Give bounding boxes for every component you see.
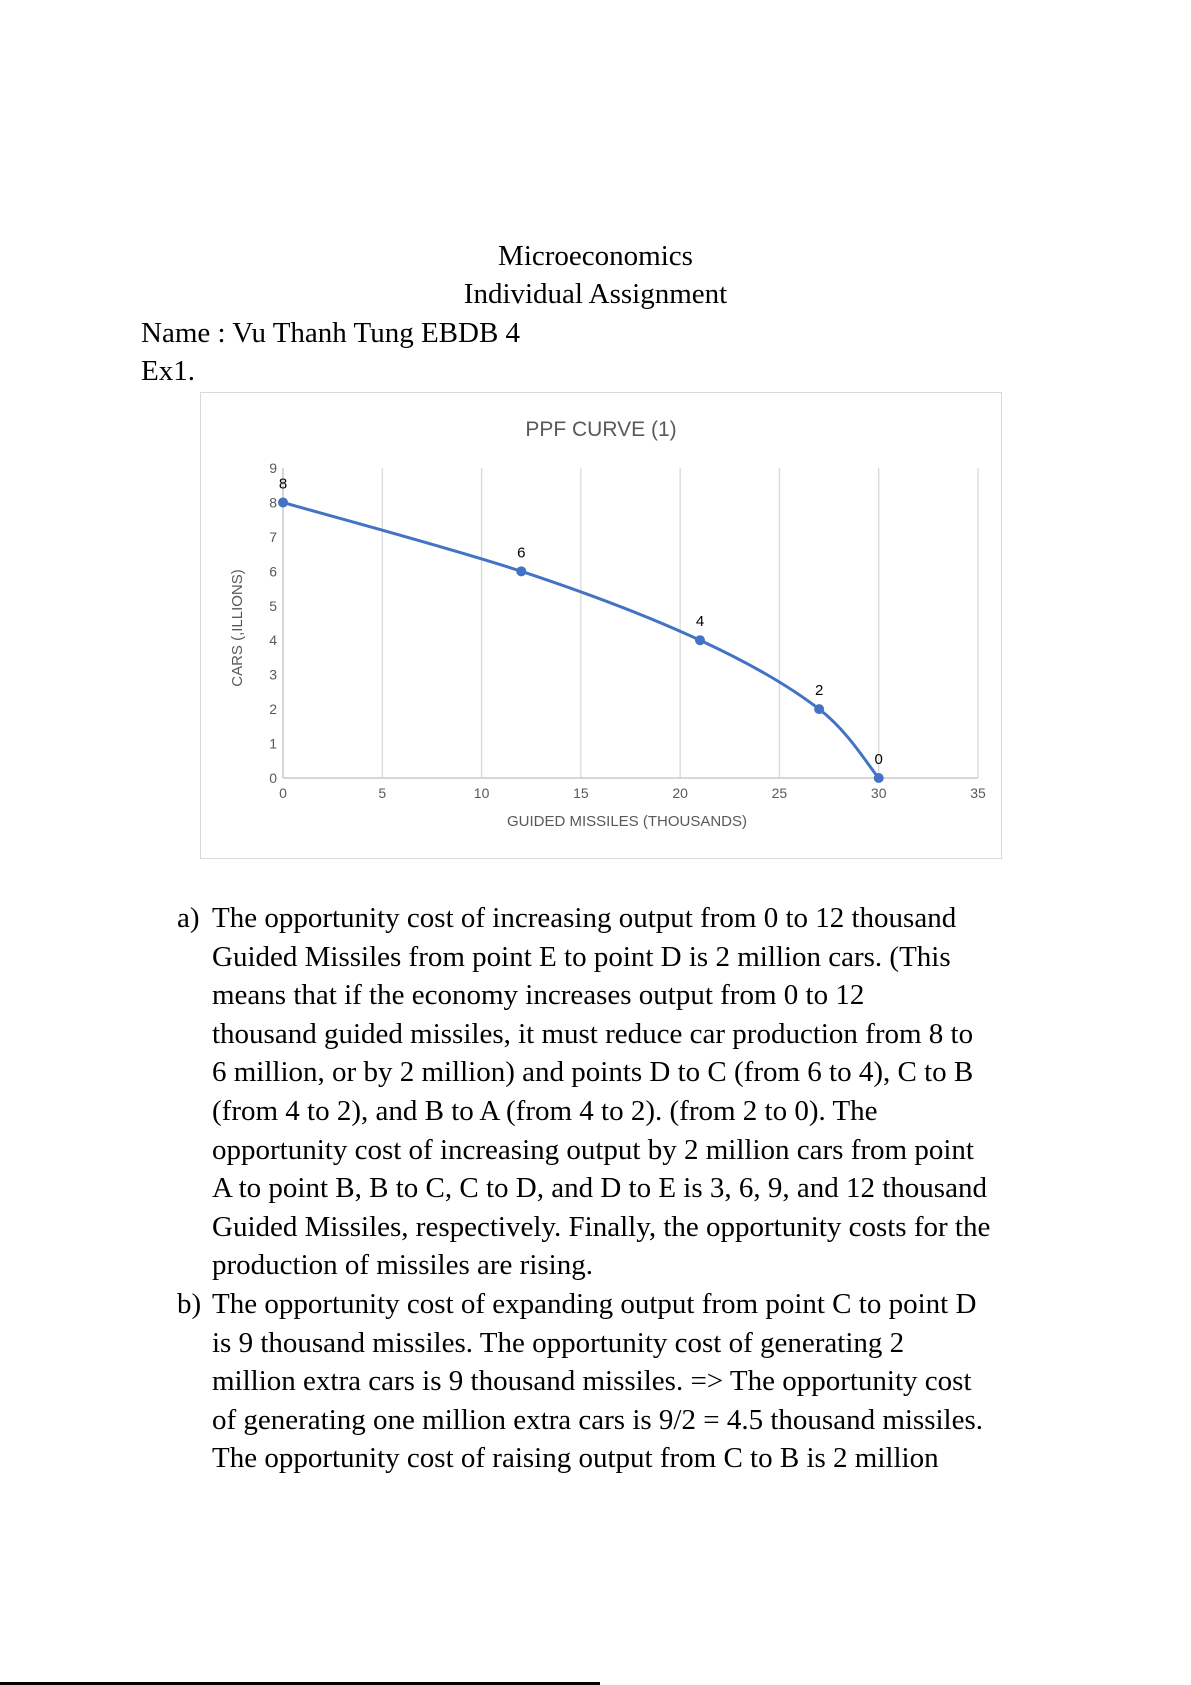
answer-text-line: (from 4 to 2), and B to A (from 4 to 2). (from 2 to 0). The (212, 1095, 878, 1127)
data-label: 6 (517, 544, 526, 562)
x-tick-label: 25 (771, 785, 788, 801)
answer-text-line: The opportunity cost of raising output from C to B is 2 million (212, 1442, 939, 1475)
data-point (278, 497, 288, 507)
student-name: Name : Vu Thanh Tung EBDB 4 (141, 317, 521, 349)
data-label: 2 (814, 682, 824, 700)
x-tick-label: 35 (970, 785, 986, 801)
x-tick-label: 5 (378, 785, 387, 801)
answer-text-line: of generating one million extra cars is 9/2 = 4.5 thousand missiles. (212, 1403, 984, 1436)
x-tick-label: 20 (672, 785, 688, 801)
answer-text-line: Guided Missiles from point E to point D is 2 million cars. (This (212, 940, 951, 973)
ppf-chart-svg (201, 393, 1001, 858)
exercise-label: Ex1. (141, 355, 195, 387)
y-tick-label: 6 (269, 563, 277, 580)
data-point (814, 704, 824, 714)
y-tick-label: 5 (269, 597, 277, 614)
answer-text-line: thousand guided missiles, it must reduce car production from 8 to (212, 1017, 974, 1050)
x-tick-label: 10 (473, 785, 490, 801)
data-point (874, 773, 884, 783)
x-tick-label: 30 (870, 785, 887, 801)
document-subtitle: Individual Assignment (463, 278, 728, 310)
x-tick-label: 15 (573, 785, 589, 801)
y-tick-label: 3 (269, 666, 277, 683)
y-tick-label: 0 (269, 770, 277, 786)
data-label: 0 (874, 751, 883, 768)
answer-text-line: The opportunity cost of increasing output from 0 to 12 thousand (212, 902, 957, 934)
x-axis-label: GUIDED MISSILES (THOUSANDS) (506, 813, 748, 830)
data-point (516, 566, 526, 576)
answer-label: a) (177, 902, 200, 934)
y-tick-label: 8 (269, 494, 277, 511)
answer-text-line: opportunity cost of increasing output by 2 million cars from point (212, 1133, 974, 1166)
chart-title: PPF CURVE (1) (525, 418, 677, 441)
data-label: 4 (695, 613, 705, 631)
answer-text-line: million extra cars is 9 thousand missiles. => The opportunity cost (212, 1365, 972, 1398)
answer-text-line: is 9 thousand missiles. The opportunity cost of generating 2 (212, 1326, 905, 1359)
answer-text-line: production of missiles are rising. (212, 1249, 593, 1282)
ppf-chart (200, 392, 1002, 859)
y-tick-label: 4 (269, 632, 277, 649)
x-tick-label: 0 (279, 785, 287, 801)
data-label: 8 (278, 475, 288, 493)
y-tick-label: 1 (269, 735, 277, 752)
answer-text-line: The opportunity cost of expanding output from point C to point D (212, 1288, 977, 1320)
answer-label: b) (177, 1288, 202, 1320)
answer-text-line: means that if the economy increases output from 0 to 12 (212, 979, 865, 1012)
answer-text-line: 6 million, or by 2 million) and points D to C (from 6 to 4), C to B (212, 1056, 974, 1089)
document-title: Microeconomics (498, 240, 693, 272)
y-tick-label: 7 (269, 528, 277, 545)
data-point (695, 635, 705, 645)
answer-text-line: A to point B, B to C, C to D, and D to E is 3, 6, 9, and 12 thousand (212, 1172, 987, 1205)
y-tick-label: 2 (269, 701, 277, 718)
y-axis-label: CARS (,ILLIONS) (229, 569, 246, 687)
y-tick-label: 9 (269, 460, 277, 476)
answer-text-line: Guided Missiles, respectively. Finally, the opportunity costs for the (212, 1210, 991, 1243)
